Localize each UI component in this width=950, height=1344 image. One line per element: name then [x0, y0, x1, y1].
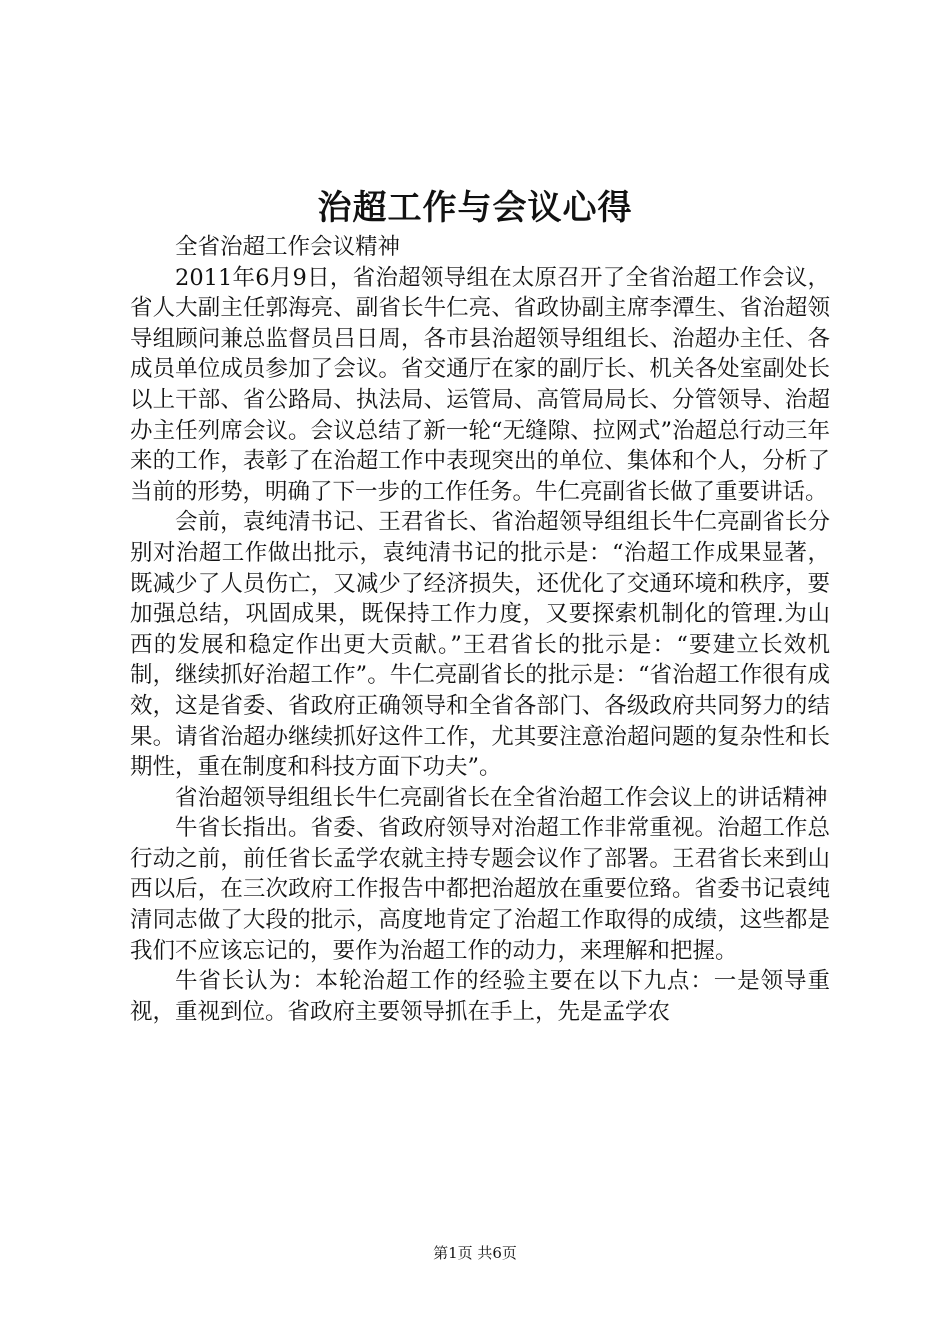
paragraph-meeting-summary: 2011年6月9日，省治超领导组在太原召开了全省治超工作会议，省人大副主任郭海亮、副省长牛仁亮、省政协副主席李潭生、省治超领导组顾问兼总监督员吕日周，各市县治超领导组组长、治超办主任、各成员单位成员参加了会议。省交通厅在家的副厅长、机关各处室副处长以上干部、省公路局、执法局、运管局、高管局局长、分管领导、治超办主任列席会议。会议总结了新一轮“无缝隙、拉网式”治超总行动三年来的工作，表彰了在治超工作中表现突出的单位、集体和个人，分析了当前的形势，明确了下一步的工作任务。牛仁亮副省长做了重要讲话。	[130, 264, 830, 505]
document-title: 治超工作与会议心得	[317, 188, 633, 228]
document-body	[130, 232, 830, 1027]
paragraph-work-experience: 牛省长认为：本轮治超工作的经验主要在以下九点：一是领导重视，重视到位。省政府主要领导抓在手上，先是孟学农	[130, 968, 830, 1025]
section-heading-speech-spirit: 省治超领导组组长牛仁亮副省长在全省治超工作会议上的讲话精神	[175, 784, 828, 811]
section-heading-meeting-spirit: 全省治超工作会议精神	[175, 234, 401, 260]
paragraph-leader-instructions: 会前，袁纯清书记、王君省长、省治超领导组组长牛仁亮副省长分别对治超工作做出批示，袁纯清书记的批示是：“治超工作成果显著，既减少了人员伤亡，又减少了经济损失，还优化了交通环境和秩序，要加强总结，巩固成果，既保持工作力度，又要探索机制化的管理.为山西的发展和稳定作出更大贡献。”王君省长的批示是：“要建立长效机制，继续抓好治超工作”。牛仁亮副省长的批示是：“省治超工作很有成效，这是省委、省政府正确领导和全省各部门、各级政府共同努力的结果。请省治超办继续抓好这件工作，尤其要注意治超问题的复杂性和长期性，重在制度和科技方面下功夫”。	[130, 509, 830, 781]
page-footer: 第1页 共6页	[433, 1244, 517, 1262]
paragraph-leadership-attention: 牛省长指出。省委、省政府领导对治超工作非常重视。治超工作总行动之前，前任省长孟学农就主持专题会议作了部署。王君省长来到山西以后，在三次政府工作报告中都把治超放在重要位臵。省委书记袁纯清同志做了大段的批示，高度地肯定了治超工作取得的成绩，这些都是我们不应该忘记的，要作为治超工作的动力，来理解和把握。	[130, 815, 830, 964]
